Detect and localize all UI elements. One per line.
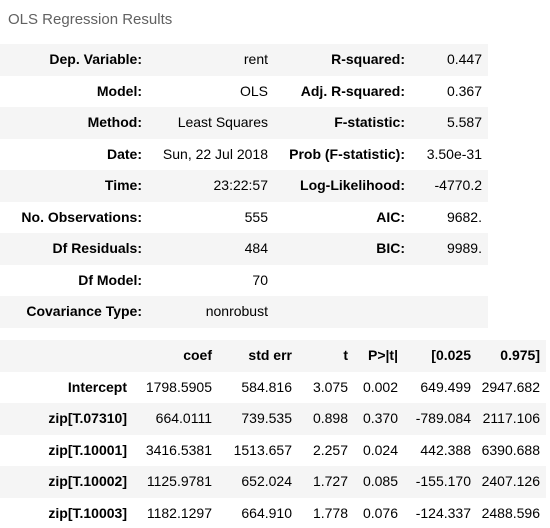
table-cell: 1182.1297 <box>133 498 218 528</box>
summary-value: nonrobust <box>148 296 274 328</box>
summary-value: 0.367 <box>411 76 488 108</box>
table-caption: OLS Regression Results <box>8 11 173 28</box>
table-cell: 584.816 <box>218 372 298 404</box>
table-cell: 0.370 <box>354 403 404 435</box>
table-cell: 1.727 <box>298 466 354 498</box>
table-row <box>0 372 546 404</box>
column-header: 0.975] <box>477 340 546 372</box>
table-row <box>0 498 546 528</box>
summary-value: OLS <box>148 76 274 108</box>
summary-value <box>411 296 488 328</box>
table-cell: 0.002 <box>354 372 404 404</box>
column-header: [0.025 <box>404 340 477 372</box>
summary-label: Date: <box>0 139 148 171</box>
summary-value: 555 <box>148 202 274 234</box>
table-cell: 2488.596 <box>477 498 546 528</box>
summary-label: R-squared: <box>274 44 411 76</box>
table-row <box>0 403 546 435</box>
summary-row <box>0 139 488 171</box>
summary-value: 484 <box>148 233 274 265</box>
table-cell: 2947.682 <box>477 372 546 404</box>
table-cell: 739.535 <box>218 403 298 435</box>
table-cell: -155.170 <box>404 466 477 498</box>
table-cell: 1125.9781 <box>133 466 218 498</box>
column-header: t <box>298 340 354 372</box>
table-cell: 664.910 <box>218 498 298 528</box>
summary-label: AIC: <box>274 202 411 234</box>
summary-value: 23:22:57 <box>148 170 274 202</box>
row-label: zip[T.10001] <box>0 435 133 467</box>
summary-row <box>0 170 488 202</box>
summary-label: Method: <box>0 107 148 139</box>
summary-value: -4770.2 <box>411 170 488 202</box>
summary-value <box>411 265 488 297</box>
summary-label: BIC: <box>274 233 411 265</box>
row-label: Intercept <box>0 372 133 404</box>
table-cell: 649.499 <box>404 372 477 404</box>
model-summary-table <box>0 44 488 328</box>
column-header <box>0 340 133 372</box>
table-row <box>0 466 546 498</box>
summary-value: Sun, 22 Jul 2018 <box>148 139 274 171</box>
summary-value: 3.50e-31 <box>411 139 488 171</box>
summary-label <box>274 265 411 297</box>
table-cell: 2117.106 <box>477 403 546 435</box>
table-row <box>0 435 546 467</box>
summary-value: rent <box>148 44 274 76</box>
summary-label: Covariance Type: <box>0 296 148 328</box>
summary-label: Dep. Variable: <box>0 44 148 76</box>
coefficients-header-row <box>0 340 546 372</box>
table-cell: 652.024 <box>218 466 298 498</box>
summary-value: 9989. <box>411 233 488 265</box>
table-cell: 1798.5905 <box>133 372 218 404</box>
column-header: coef <box>133 340 218 372</box>
column-header: P>|t| <box>354 340 404 372</box>
summary-row <box>0 202 488 234</box>
summary-label: Model: <box>0 76 148 108</box>
coefficients-table <box>0 340 546 528</box>
summary-value: Least Squares <box>148 107 274 139</box>
summary-value: 0.447 <box>411 44 488 76</box>
table-cell: 0.076 <box>354 498 404 528</box>
table-cell: 0.024 <box>354 435 404 467</box>
table-cell: 0.898 <box>298 403 354 435</box>
summary-row <box>0 44 488 76</box>
summary-label: Df Model: <box>0 265 148 297</box>
summary-label: F-statistic: <box>274 107 411 139</box>
summary-label: Prob (F-statistic): <box>274 139 411 171</box>
summary-label: Adj. R-squared: <box>274 76 411 108</box>
row-label: zip[T.10002] <box>0 466 133 498</box>
table-cell: 3.075 <box>298 372 354 404</box>
table-cell: 442.388 <box>404 435 477 467</box>
summary-value: 70 <box>148 265 274 297</box>
table-cell: 2.257 <box>298 435 354 467</box>
table-cell: 6390.688 <box>477 435 546 467</box>
summary-value: 5.587 <box>411 107 488 139</box>
summary-label: Df Residuals: <box>0 233 148 265</box>
table-cell: 1.778 <box>298 498 354 528</box>
row-label: zip[T.07310] <box>0 403 133 435</box>
summary-row <box>0 265 488 297</box>
summary-label: Time: <box>0 170 148 202</box>
table-cell: 3416.5381 <box>133 435 218 467</box>
summary-row <box>0 76 488 108</box>
summary-label: Log-Likelihood: <box>274 170 411 202</box>
column-header: std err <box>218 340 298 372</box>
summary-row <box>0 296 488 328</box>
summary-row <box>0 233 488 265</box>
table-cell: -124.337 <box>404 498 477 528</box>
table-cell: 664.0111 <box>133 403 218 435</box>
table-cell: 1513.657 <box>218 435 298 467</box>
summary-value: 9682. <box>411 202 488 234</box>
table-cell: -789.084 <box>404 403 477 435</box>
table-cell: 0.085 <box>354 466 404 498</box>
summary-label: No. Observations: <box>0 202 148 234</box>
summary-label <box>274 296 411 328</box>
row-label: zip[T.10003] <box>0 498 133 528</box>
table-cell: 2407.126 <box>477 466 546 498</box>
summary-row <box>0 107 488 139</box>
